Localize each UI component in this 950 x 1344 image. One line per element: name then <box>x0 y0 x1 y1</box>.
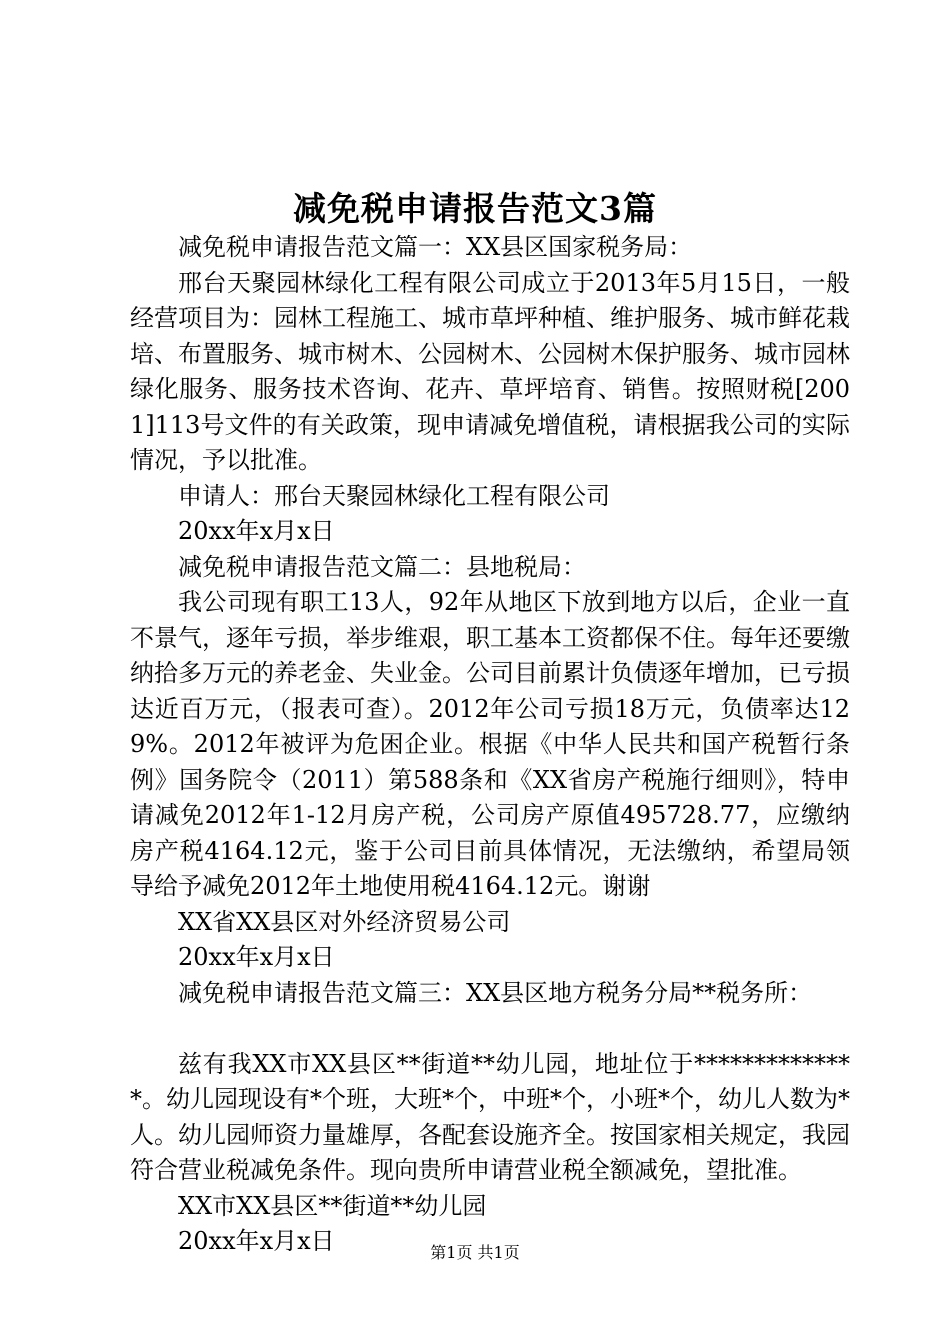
section-three-body: 兹有我XX市XX县区**街道**幼儿园，地址位于**************。幼儿园现设有*个班，大班*个，中班*个，小班*个，幼儿人数为*人。幼儿园师资力量雄厚，各配套设施齐全。按国家相关规定，我园符合营业税减免条件。现向贵所申请营业税全额减免，望批准。 <box>130 1049 850 1184</box>
section-three-date: 20xx年x月x日 <box>178 1227 335 1255</box>
section-two-signature: XX省XX县区对外经济贸易公司 <box>178 907 511 936</box>
document-title: 减免税申请报告范文3篇 <box>293 189 657 228</box>
section-one-applicant: 申请人：邢台天聚园林绿化工程有限公司 <box>178 481 610 510</box>
section-one-body: 邢台天聚园林绿化工程有限公司成立于2013年5月15日，一般经营项目为：园林工程施工、城市草坪种植、维护服务、城市鲜花栽培、布置服务、城市树木、公园树木、公园树木保护服务、城市园林绿化服务、服务技术咨询、花卉、草坪培育、销售。按照财税[2001]113号文件的有关政策，现申请减免增值税，请根据我公司的实际情况，予以批准。 <box>130 268 850 474</box>
section-one-date: 20xx年x月x日 <box>178 517 335 545</box>
section-one-heading: 减免税申请报告范文篇一：XX县区国家税务局： <box>178 233 693 261</box>
page-footer: 第1页 共1页 <box>430 1243 520 1262</box>
section-three-signature: XX市XX县区**街道**幼儿园 <box>178 1191 487 1220</box>
section-two-heading: 减免税申请报告范文篇二：县地税局： <box>178 552 586 581</box>
section-two-date: 20xx年x月x日 <box>178 943 335 971</box>
document-body <box>130 230 850 1260</box>
section-two-body: 我公司现有职工13人，92年从地区下放到地方以后，企业一直不景气，逐年亏损，举步维艰，职工基本工资都保不住。每年还要缴纳拾多万元的养老金、失业金。公司目前累计负债逐年增加，已亏损达近百万元，（报表可查）。2012年公司亏损18万元，负债率达129%。2012年被评为危困企业。根据《中华人民共和国产税暂行条例》国务院令（2011）第588条和《XX省房产税施行细则》，特申请减免2012年1-12月房产税，公司房产原值495728.77，应缴纳房产税4164.12元，鉴于公司目前具体情况，无法缴纳，希望局领导给予减免2012年土地使用税4164.12元。谢谢 <box>130 588 850 900</box>
section-three-heading: 减免税申请报告范文篇三：XX县区地方税务分局**税务所： <box>178 978 813 1007</box>
paragraph-gap <box>130 1011 850 1047</box>
